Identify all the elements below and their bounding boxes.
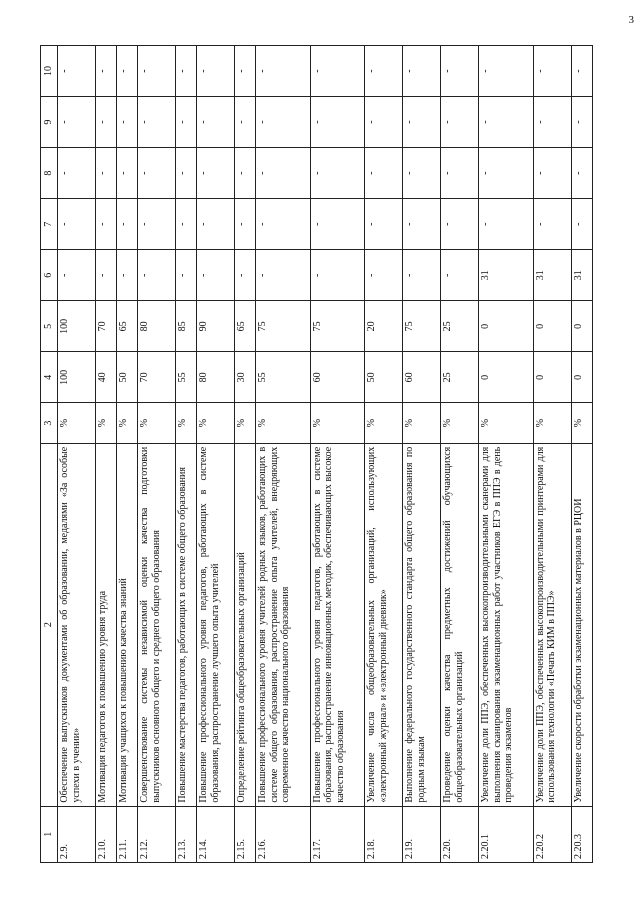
row-unit: % — [95, 403, 116, 443]
row-value-7: - — [235, 199, 256, 250]
row-unit: % — [58, 403, 96, 443]
row-value-8: - — [479, 148, 534, 199]
row-value-6: 31 — [479, 250, 534, 301]
row-value-4: 70 — [138, 352, 176, 403]
row-value-7: - — [95, 199, 116, 250]
row-value-5: 85 — [176, 301, 197, 352]
row-number: 2.11. — [117, 806, 138, 862]
col-header-3: 3 — [41, 403, 58, 443]
row-description: Обеспечение выпускников документами об образовании, медалями «За особые успехи в учении» — [58, 443, 96, 806]
row-value-5: 80 — [138, 301, 176, 352]
row-description: Повышение профессионального уровня педагогов, работающих в системе образования, распространение лучшего опыта учителей — [197, 443, 235, 806]
table-row — [95, 46, 116, 863]
row-value-7: - — [197, 199, 235, 250]
row-value-8: - — [256, 148, 311, 199]
row-value-7: - — [176, 199, 197, 250]
row-value-9: - — [197, 97, 235, 148]
row-value-7: - — [310, 199, 365, 250]
table-row — [58, 46, 96, 863]
row-description: Выполнение федерального государственного стандарта общего образования по родным языкам — [403, 443, 441, 806]
row-value-8: - — [117, 148, 138, 199]
row-value-6: - — [235, 250, 256, 301]
row-value-5: 0 — [479, 301, 534, 352]
table-row — [197, 46, 235, 863]
row-value-4: 30 — [235, 352, 256, 403]
row-value-5: 20 — [365, 301, 403, 352]
row-value-9: - — [365, 97, 403, 148]
row-value-9: - — [117, 97, 138, 148]
row-description: Увеличение доли ППЭ, обеспеченных высокопроизводительными сканерами для выполнения сканирования экзаменационных работ участников ЕГЭ в ППЭ в день проведения экзаменов — [479, 443, 534, 806]
rotated-table-wrapper — [40, 45, 593, 863]
table-row — [403, 46, 441, 863]
row-number: 2.17. — [310, 806, 365, 862]
row-value-9: - — [479, 97, 534, 148]
row-value-6: - — [95, 250, 116, 301]
row-value-7: - — [58, 199, 96, 250]
table-row — [235, 46, 256, 863]
row-description: Мотивация учащихся к повышению качества знаний — [117, 443, 138, 806]
row-value-5: 25 — [441, 301, 479, 352]
col-header-2: 2 — [41, 443, 58, 806]
row-unit: % — [176, 403, 197, 443]
row-value-4: 50 — [365, 352, 403, 403]
row-value-9: - — [138, 97, 176, 148]
row-value-7: - — [533, 199, 571, 250]
row-value-4: 80 — [197, 352, 235, 403]
row-value-10: - — [441, 46, 479, 97]
table-row — [176, 46, 197, 863]
row-unit: % — [479, 403, 534, 443]
row-value-10: - — [176, 46, 197, 97]
row-value-6: - — [403, 250, 441, 301]
row-value-9: - — [256, 97, 311, 148]
row-value-9: - — [441, 97, 479, 148]
row-unit: % — [138, 403, 176, 443]
row-value-9: - — [571, 97, 592, 148]
row-value-6: 31 — [533, 250, 571, 301]
row-value-9: - — [176, 97, 197, 148]
row-value-8: - — [365, 148, 403, 199]
row-unit: % — [310, 403, 365, 443]
row-number: 2.10. — [95, 806, 116, 862]
row-value-4: 60 — [403, 352, 441, 403]
table-row — [310, 46, 365, 863]
row-value-10: - — [310, 46, 365, 97]
row-value-8: - — [95, 148, 116, 199]
indicators-table — [40, 45, 593, 863]
row-number: 2.18. — [365, 806, 403, 862]
row-value-7: - — [117, 199, 138, 250]
row-value-4: 50 — [117, 352, 138, 403]
row-value-9: - — [533, 97, 571, 148]
row-value-8: - — [571, 148, 592, 199]
row-value-7: - — [138, 199, 176, 250]
row-value-4: 0 — [533, 352, 571, 403]
row-value-4: 40 — [95, 352, 116, 403]
row-value-7: - — [441, 199, 479, 250]
table-row — [256, 46, 311, 863]
row-value-6: - — [138, 250, 176, 301]
row-value-7: - — [403, 199, 441, 250]
row-value-10: - — [365, 46, 403, 97]
header-row — [41, 46, 58, 863]
row-value-5: 65 — [117, 301, 138, 352]
row-number: 2.20.1 — [479, 806, 534, 862]
page-number: 3 — [628, 14, 634, 26]
row-value-6: - — [365, 250, 403, 301]
row-value-4: 60 — [310, 352, 365, 403]
row-value-8: - — [58, 148, 96, 199]
row-value-5: 75 — [310, 301, 365, 352]
col-header-10: 10 — [41, 46, 58, 97]
row-value-9: - — [235, 97, 256, 148]
col-header-6: 6 — [41, 250, 58, 301]
row-number: 2.12. — [138, 806, 176, 862]
row-value-10: - — [256, 46, 311, 97]
row-value-10: - — [197, 46, 235, 97]
row-value-6: - — [256, 250, 311, 301]
row-number: 2.14. — [197, 806, 235, 862]
row-value-6: - — [197, 250, 235, 301]
row-value-8: - — [197, 148, 235, 199]
row-description: Определение рейтинга общеобразовательных организаций — [235, 443, 256, 806]
row-description: Совершенствование системы независимой оценки качества подготовки выпускников основного общего и среднего общего образования — [138, 443, 176, 806]
row-value-10: - — [571, 46, 592, 97]
row-value-6: - — [176, 250, 197, 301]
row-value-5: 65 — [235, 301, 256, 352]
row-value-5: 100 — [58, 301, 96, 352]
row-value-6: 31 — [571, 250, 592, 301]
row-value-4: 100 — [58, 352, 96, 403]
table-row — [117, 46, 138, 863]
table-row — [571, 46, 592, 863]
row-value-7: - — [256, 199, 311, 250]
row-value-8: - — [138, 148, 176, 199]
row-unit: % — [403, 403, 441, 443]
row-value-5: 90 — [197, 301, 235, 352]
row-value-9: - — [58, 97, 96, 148]
row-value-10: - — [235, 46, 256, 97]
row-value-6: - — [441, 250, 479, 301]
row-description: Мотивация педагогов к повышению уровня труда — [95, 443, 116, 806]
row-value-8: - — [403, 148, 441, 199]
row-value-5: 0 — [571, 301, 592, 352]
row-number: 2.20.3 — [571, 806, 592, 862]
row-description: Увеличение скорости обработки экзаменационных материалов в РЦОИ — [571, 443, 592, 806]
row-value-10: - — [138, 46, 176, 97]
col-header-7: 7 — [41, 199, 58, 250]
table-row — [138, 46, 176, 863]
row-value-4: 55 — [176, 352, 197, 403]
row-value-10: - — [479, 46, 534, 97]
row-value-4: 55 — [256, 352, 311, 403]
col-header-9: 9 — [41, 97, 58, 148]
table-row — [441, 46, 479, 863]
row-value-4: 0 — [571, 352, 592, 403]
col-header-1: 1 — [41, 806, 58, 862]
row-value-7: - — [479, 199, 534, 250]
table-row — [365, 46, 403, 863]
col-header-4: 4 — [41, 352, 58, 403]
row-number: 2.16. — [256, 806, 311, 862]
row-value-6: - — [117, 250, 138, 301]
row-value-8: - — [533, 148, 571, 199]
row-value-10: - — [403, 46, 441, 97]
row-value-7: - — [365, 199, 403, 250]
row-value-10: - — [117, 46, 138, 97]
row-value-10: - — [533, 46, 571, 97]
row-description: Увеличение числа общеобразовательных организаций, использующих «электронный журнал» и «электронный дневник» — [365, 443, 403, 806]
row-value-6: - — [310, 250, 365, 301]
row-value-8: - — [441, 148, 479, 199]
row-number: 2.9. — [58, 806, 96, 862]
row-value-10: - — [58, 46, 96, 97]
row-number: 2.20.2 — [533, 806, 571, 862]
row-value-9: - — [310, 97, 365, 148]
col-header-5: 5 — [41, 301, 58, 352]
row-value-9: - — [403, 97, 441, 148]
table-row — [533, 46, 571, 863]
row-unit: % — [533, 403, 571, 443]
row-description: Повышение профессионального уровня учителей родных языков, работающих в системе общего образования, распространение опыта учителей, внедряющих современное качество национального образования — [256, 443, 311, 806]
row-value-8: - — [176, 148, 197, 199]
row-value-9: - — [95, 97, 116, 148]
row-unit: % — [235, 403, 256, 443]
row-description: Повышение профессионального уровня педагогов, работающих в системе образования, распространение инновационных методик, обеспечивающих высокое качество образования — [310, 443, 365, 806]
row-description: Проведение оценки качества предметных достижений обучающихся общеобразовательных организаций — [441, 443, 479, 806]
row-value-5: 75 — [403, 301, 441, 352]
row-description: Увеличение доли ППЭ, обеспеченных высокопроизводительными принтерами для использования технологии «Печать КИМ в ППЭ» — [533, 443, 571, 806]
row-number: 2.15. — [235, 806, 256, 862]
row-value-5: 0 — [533, 301, 571, 352]
row-unit: % — [256, 403, 311, 443]
row-value-4: 25 — [441, 352, 479, 403]
row-value-5: 70 — [95, 301, 116, 352]
row-number: 2.13. — [176, 806, 197, 862]
row-unit: % — [197, 403, 235, 443]
row-number: 2.20. — [441, 806, 479, 862]
row-unit: % — [117, 403, 138, 443]
row-unit: % — [441, 403, 479, 443]
row-value-7: - — [571, 199, 592, 250]
col-header-8: 8 — [41, 148, 58, 199]
row-description: Повышение мастерства педагогов, работающих в системе общего образования — [176, 443, 197, 806]
row-value-5: 75 — [256, 301, 311, 352]
row-value-10: - — [95, 46, 116, 97]
row-value-4: 0 — [479, 352, 534, 403]
row-value-8: - — [235, 148, 256, 199]
row-value-6: - — [58, 250, 96, 301]
row-unit: % — [571, 403, 592, 443]
row-unit: % — [365, 403, 403, 443]
table-row — [479, 46, 534, 863]
row-number: 2.19. — [403, 806, 441, 862]
row-value-8: - — [310, 148, 365, 199]
